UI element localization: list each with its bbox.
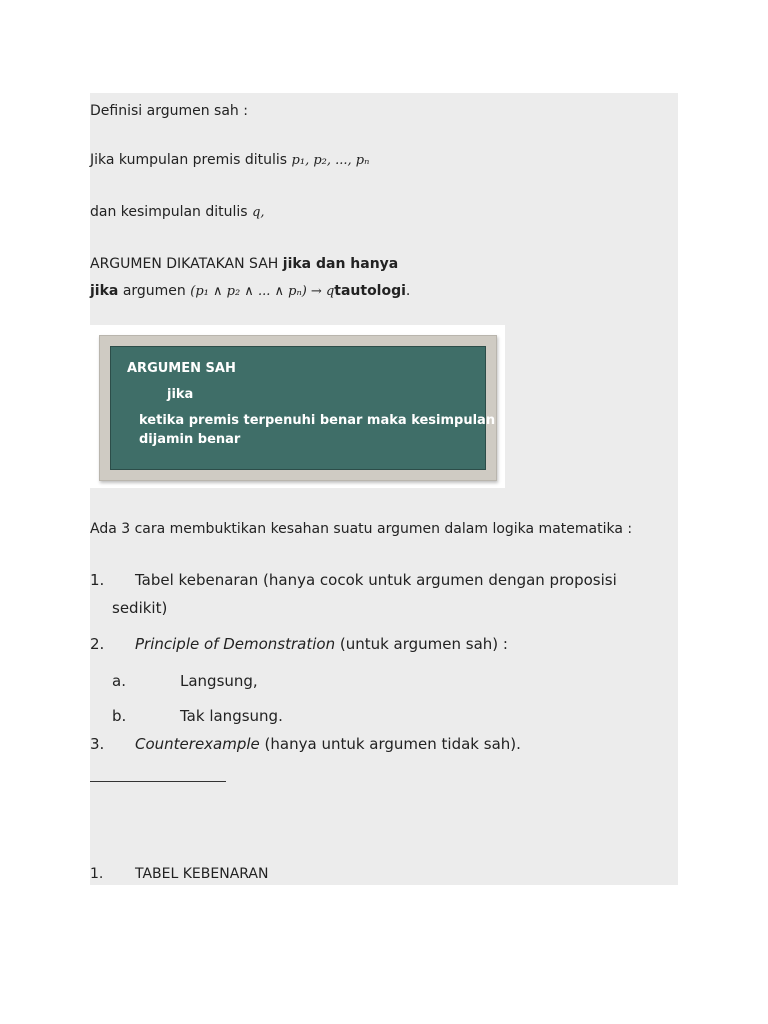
statement-bold-2: jika [90,283,119,299]
list-item-1-continued: sedikit) [112,599,168,617]
statement-bold-1: jika dan hanya [282,256,399,272]
list-text [135,635,508,653]
list-text: Tabel kebenaran (hanya cocok untuk argumen dengan proposisi [135,571,617,589]
list-subitem-b [112,707,512,729]
list-item-1 [90,571,670,593]
statement-mid: argumen [122,283,186,299]
list-text: Langsung, [180,672,258,690]
conclusion-formula: q, [252,205,265,220]
statement-line-2 [90,283,410,299]
list-italic: Principle of Demonstration [135,635,336,653]
board-title: ARGUMEN SAH [127,361,236,376]
premises-prefix: Jika kumpulan premis ditulis [90,152,288,168]
section-number: 1. [90,866,104,882]
statement-bold-3: tautologi [334,283,406,299]
definition-heading: Definisi argumen sah : [90,103,248,119]
methods-intro: Ada 3 cara membuktikan kesahan suatu argumen dalam logika matematika : [90,521,633,537]
board-line-1: jika [167,387,194,402]
statement-line-1 [90,256,398,272]
conclusion-line [90,204,265,220]
list-text [135,735,521,753]
section-heading [90,866,490,886]
premises-line [90,152,369,168]
separator-line [90,781,226,782]
statement-start: ARGUMEN DIKATAKAN SAH [90,256,279,272]
list-number: 3. [90,735,105,753]
list-subitem-a [112,672,512,694]
list-text: Tak langsung. [180,707,283,725]
list-item-2 [90,635,670,657]
list-rest: (hanya untuk argumen tidak sah). [259,735,521,753]
list-letter: a. [112,672,126,690]
chalkboard [110,346,496,470]
premises-formula: p₁, p₂, ..., pₙ [291,153,370,168]
statement-end: . [405,283,411,299]
statement-formula: (p₁ ∧ p₂ ∧ ... ∧ pₙ) → q [190,284,335,299]
document-page [90,93,678,885]
list-number: 1. [90,571,105,589]
list-rest: (untuk argumen sah) : [335,635,508,653]
board-frame [99,335,497,481]
board-line-2: ketika premis terpenuhi benar maka kesimpulan [139,413,496,428]
list-item-3 [90,735,670,757]
list-letter: b. [112,707,127,725]
section-title: TABEL KEBENARAN [135,866,269,882]
board-line-3: dijamin benar [139,432,241,447]
list-number: 2. [90,635,105,653]
list-italic: Counterexample [135,735,260,753]
chalkboard-image [90,325,505,488]
conclusion-prefix: dan kesimpulan ditulis [90,204,248,220]
